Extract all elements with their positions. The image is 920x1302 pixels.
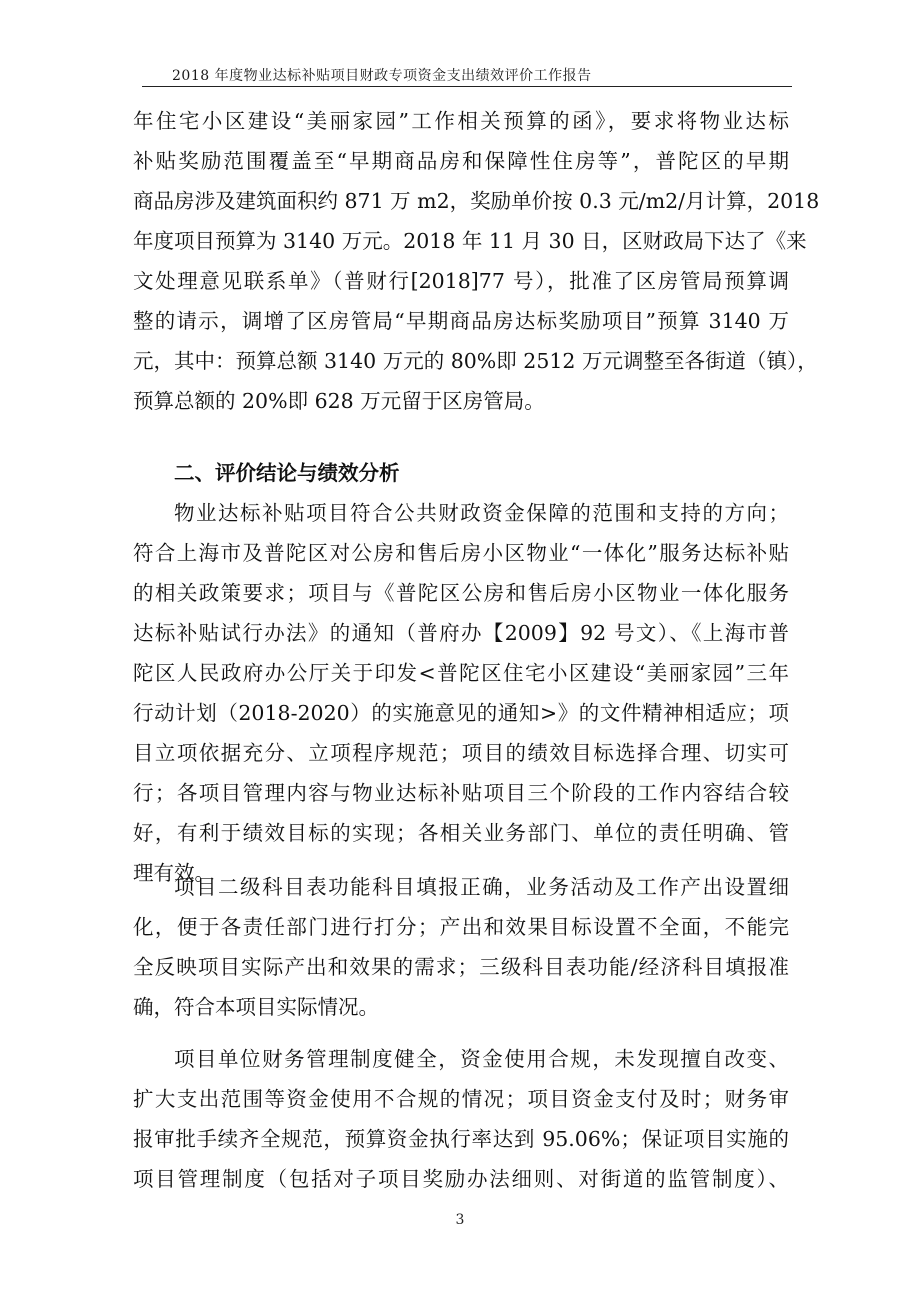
paragraph-line: 确，符合本项目实际情况。 — [133, 995, 379, 1019]
paragraph-line: 年住宅小区建设“美丽家园”工作相关预算的函》，要求将物业达标 — [133, 109, 789, 133]
paragraph-line: 预算总额的 20%即 628 万元留于区房管局。 — [133, 389, 545, 413]
paragraph-line: 项目二级科目表功能科目填报正确，业务活动及工作产出设置细 — [174, 875, 789, 899]
paragraph-line: 符合上海市及普陀区对公房和售后房小区物业“一体化”服务达标补贴 — [133, 541, 789, 565]
paragraph-line: 年度项目预算为 3140 万元。2018 年 11 月 30 日，区财政局下达了《来 — [133, 229, 807, 253]
paragraph-line: 报审批手续齐全规范，预算资金执行率达到 95.06%；保证项目实施的 — [133, 1127, 789, 1151]
paragraph-line: 达标补贴试行办法》的通知（普府办【2009】92 号文）、《上海市普 — [133, 621, 789, 645]
page-number: 3 — [455, 1212, 465, 1228]
paragraph-line: 补贴奖励范围覆盖至“早期商品房和保障性住房等”，普陀区的早期 — [133, 149, 789, 173]
paragraph-line: 项目管理制度（包括对子项目奖励办法细则、对街道的监管制度）、 — [133, 1167, 789, 1191]
paragraph-line: 的相关政策要求；项目与《普陀区公房和售后房小区物业一体化服务 — [133, 581, 789, 605]
paragraph-line: 整的请示，调增了区房管局“早期商品房达标奖励项目”预算 3140 万 — [133, 309, 789, 333]
paragraph-line: 行；各项目管理内容与物业达标补贴项目三个阶段的工作内容结合较 — [133, 781, 789, 805]
paragraph-line: 理有效。 — [133, 861, 215, 885]
paragraph-line: 项目单位财务管理制度健全，资金使用合规，未发现擅自改变、 — [174, 1047, 789, 1071]
paragraph-line: 扩大支出范围等资金使用不合规的情况；项目资金支付及时；财务审 — [133, 1087, 789, 1111]
page-header — [142, 62, 792, 87]
paragraph-line: 化，便于各责任部门进行打分；产出和效果目标设置不全面，不能完 — [133, 915, 789, 939]
paragraph-line: 行动计划（2018-2020）的实施意见的通知>》的文件精神相适应；项 — [133, 701, 789, 725]
paragraph-line: 目立项依据充分、立项程序规范；项目的绩效目标选择合理、切实可 — [133, 741, 789, 765]
paragraph-line: 商品房涉及建筑面积约 871 万 m2，奖励单价按 0.3 元/m2/月计算，2018 — [133, 189, 820, 213]
paragraph-line: 全反映项目实际产出和效果的需求；三级科目表功能/经济科目填报准 — [133, 955, 789, 979]
paragraph-line: 文处理意见联系单》（普财行[2018]77 号），批准了区房管局预算调 — [133, 269, 789, 293]
paragraph-line: 陀区人民政府办公厅关于印发<普陀区住宅小区建设“美丽家园”三年 — [133, 661, 789, 685]
paragraph-line: 物业达标补贴项目符合公共财政资金保障的范围和支持的方向； — [174, 501, 789, 525]
section-heading: 二、评价结论与绩效分析 — [174, 461, 400, 485]
header-title: 2018 年度物业达标补贴项目财政专项资金支出绩效评价工作报告 — [172, 68, 592, 84]
paragraph-line: 元，其中：预算总额 3140 万元的 80%即 2512 万元调整至各街道（镇）， — [133, 349, 818, 373]
paragraph-line: 好，有利于绩效目标的实现；各相关业务部门、单位的责任明确、管 — [133, 821, 789, 845]
